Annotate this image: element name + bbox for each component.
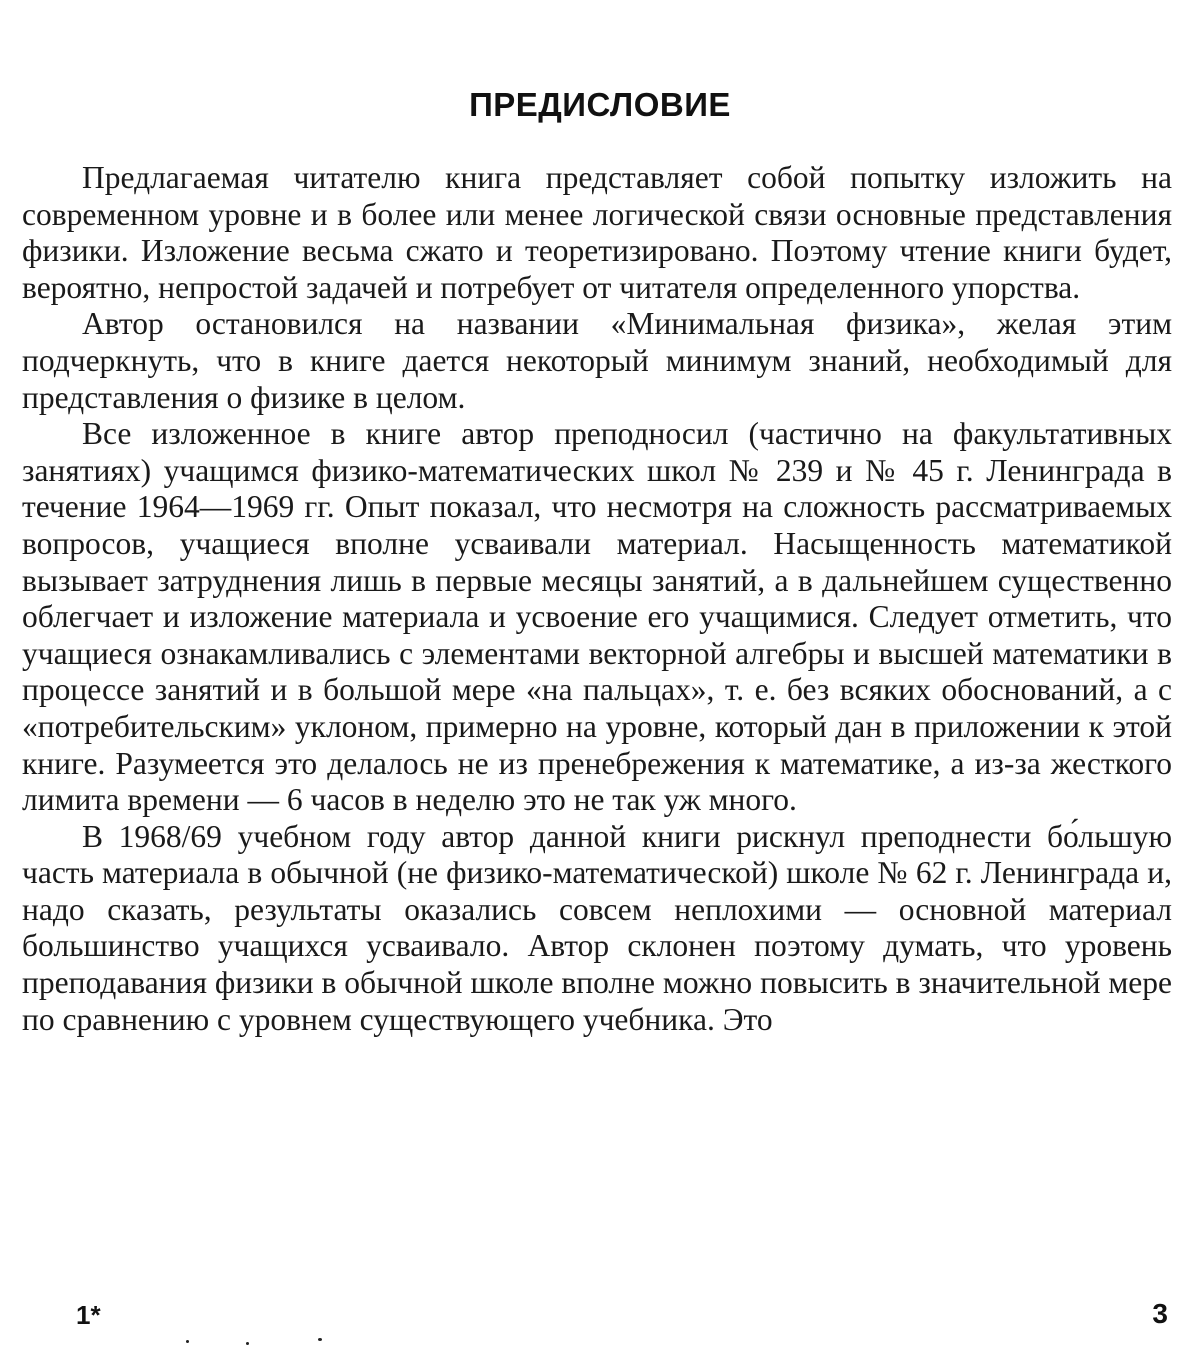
paragraph-3: Все изложенное в книге автор преподносил (частично на факультативных занятиях) учащимся физико-математических школ № 239 и № 45 г. Ленинграда в течение 1964—1969 гг. Опыт показал, что несмотря на сложность рассматриваемых вопросов, учащиеся вполне усваивали материал. Насыщенность математикой вызывает затруднения лишь в первые месяцы занятий, а в дальнейшем существенно облегчает и изложение материала и усвоение его учащимися. Следует отметить, что учащиеся ознакамливались с элементами векторной алгебры и высшей математики в процессе занятий и в большой мере «на пальцах», т. е. без всяких обоснований, а с «потребительским» уклоном, примерно на уровне, который дан в приложении к этой книге. Разумеется это делалось не из пренебрежения к математике, а из-за жесткого лимита времени — 6 часов в неделю это не так уж много.	[22, 416, 1172, 818]
scan-speck	[318, 1338, 322, 1341]
page-title: ПРЕДИСЛОВИЕ	[469, 86, 731, 123]
paragraph-1: Предлагаемая читателю книга представляет собой попытку изложить на современном уровне и в более или менее логической связи основные представления физики. Изложение весьма сжато и теоретизировано. Поэтому чтение книги будет, вероятно, непростой задачей и потребует от читателя определенного упорства.	[22, 160, 1172, 305]
page-number: 3	[1152, 1298, 1168, 1329]
body-text	[22, 160, 1172, 1038]
scan-speck	[186, 1340, 189, 1343]
scan-speck	[246, 1342, 249, 1345]
paragraph-4: В 1968/69 учебном году автор данной книги рискнул преподнести бо́льшую часть материала в обычной (не физико-математической) школе № 62 г. Ленинграда и, надо сказать, результаты оказались совсем неплохими — основной материал большинство учащихся усваивало. Автор склонен поэтому думать, что уровень преподавания физики в обычной школе вполне можно повысить в значительной мере по сравнению с уровнем существующего учебника. Это	[22, 818, 1172, 1037]
signature-mark: 1*	[76, 1300, 101, 1330]
paragraph-2: Автор остановился на названии «Минимальная физика», желая этим подчеркнуть, что в книге дается некоторый минимум знаний, необходимый для представления о физике в целом.	[22, 306, 1172, 415]
